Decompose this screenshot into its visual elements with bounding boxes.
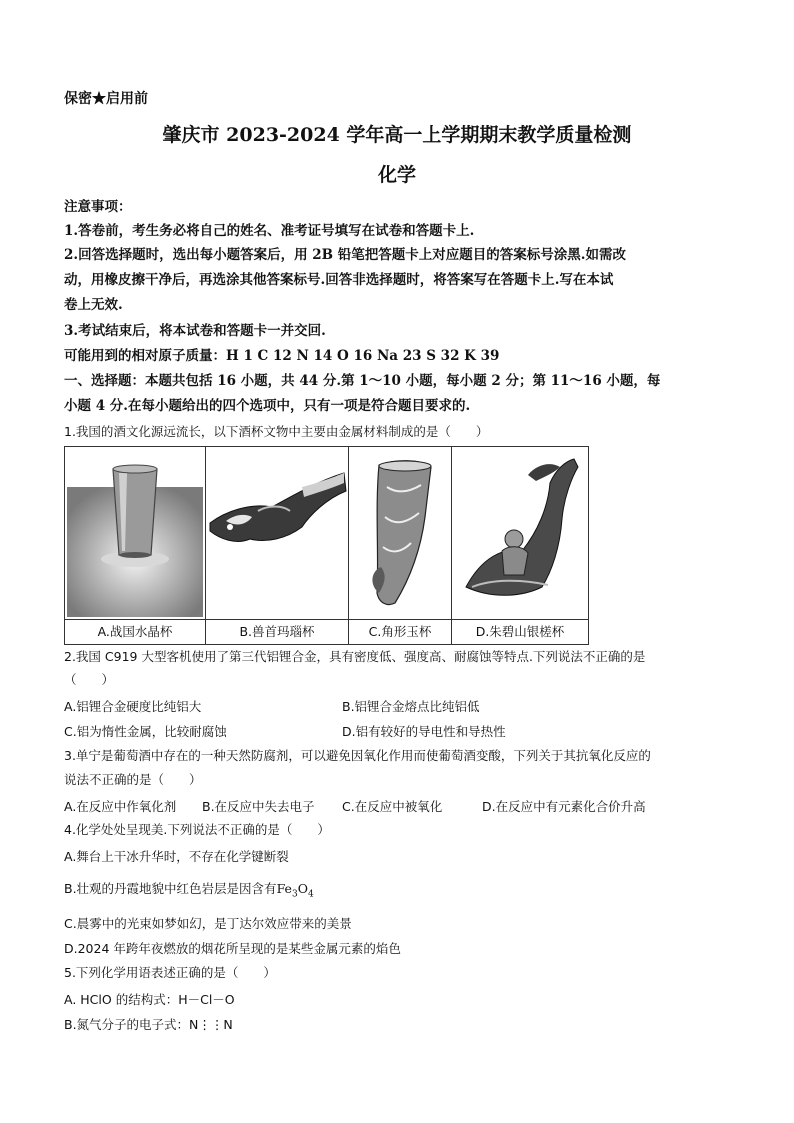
q2-option-a: A.铝锂合金硬度比纯铝大 — [64, 699, 202, 714]
question-2-stem-line-2: （ ） — [64, 672, 115, 687]
question-1-image-table — [64, 446, 589, 645]
q2-option-b: B.铝锂合金熔点比纯铝低 — [342, 699, 480, 714]
horn-jade-cup-image — [349, 447, 451, 619]
question-1-stem: 1.我国的酒文化源远流长，以下酒杯文物中主要由金属材料制成的是（ ） — [64, 424, 489, 439]
crystal-cup-image — [65, 447, 205, 619]
question-3-stem-line-1: 3.单宁是葡萄酒中存在的一种天然防腐剂，可以避免因氧化作用而使葡萄酒变酸，下列关于其抗氧化反应的 — [64, 748, 651, 763]
q4-option-d: D.2024 年跨年夜燃放的烟花所呈现的是某些金属元素的焰色 — [64, 941, 401, 956]
q5-option-a: A. HClO 的结构式：H－Cl－O — [64, 992, 235, 1007]
section-1-intro-line-1: 一、选择题：本题共包括 16 小题，共 44 分.第 1～10 小题，每小题 2 分；第 11～16 小题，每 — [64, 373, 661, 389]
silver-raft-cup-image — [452, 447, 588, 619]
option-b-caption: B.兽首玛瑙杯 — [206, 620, 349, 645]
image-cell-b — [206, 447, 349, 620]
question-5-stem: 5.下列化学用语表述正确的是（ ） — [64, 965, 276, 980]
question-2-stem-line-1: 2.我国 C919 大型客机使用了第三代铝锂合金，具有密度低、强度高、耐腐蚀等特点.下列说法不正确的是 — [64, 649, 646, 664]
image-cell-a — [65, 447, 206, 620]
q5-option-b: B.氮气分子的电子式：N⋮⋮N — [64, 1017, 233, 1032]
image-cell-c — [349, 447, 452, 620]
q4-option-b-text: B.壮观的丹霞地貌中红色岩层是因含有 — [64, 881, 277, 896]
atomic-masses: 可能用到的相对原子质量：H 1 C 12 N 14 O 16 Na 23 S 32 K 39 — [64, 348, 500, 364]
note-3: 3.考试结束后，将本试卷和答题卡一并交回. — [64, 323, 326, 339]
q4-option-b — [64, 879, 314, 900]
q2-option-c: C.铝为惰性金属，比较耐腐蚀 — [64, 724, 227, 739]
question-4-stem: 4.化学处处呈现美.下列说法不正确的是（ ） — [64, 822, 330, 837]
q3-option-b: B.在反应中失去电子 — [202, 799, 315, 814]
section-1-intro-line-2: 小题 4 分.在每小题给出的四个选项中，只有一项是符合题目要求的. — [64, 398, 471, 414]
subject-title: 化学 — [377, 164, 416, 186]
option-c-caption: C.角形玉杯 — [349, 620, 452, 645]
q3-option-d: D.在反应中有元素化合价升高 — [482, 799, 646, 814]
q2-option-d: D.铝有较好的导电性和导热性 — [342, 724, 506, 739]
note-2-line-2: 动，用橡皮擦干净后，再选涂其他答案标号.回答非选择题时，将答案写在答题卡上.写在本试 — [64, 272, 614, 288]
q4-option-b-formula: $Fe_3O_4$ — [276, 881, 314, 900]
note-1: 1.答卷前，考生务必将自己的姓名、准考证号填写在试卷和答题卡上. — [64, 223, 475, 239]
q3-option-a: A.在反应中作氧化剂 — [64, 799, 177, 814]
question-3-stem-line-2: 说法不正确的是（ ） — [64, 772, 202, 787]
q4-option-c: C.晨雾中的光束如梦如幻，是丁达尔效应带来的美景 — [64, 916, 352, 931]
q4-option-a: A.舞台上干冰升华时，不存在化学键断裂 — [64, 849, 289, 864]
q3-option-c: C.在反应中被氧化 — [342, 799, 443, 814]
agate-cup-image — [206, 447, 348, 619]
option-d-caption: D.朱碧山银槎杯 — [452, 620, 589, 645]
note-2-line-3: 卷上无效. — [64, 297, 123, 313]
notes-heading: 注意事项： — [64, 199, 132, 215]
note-2-line-1: 2.回答选择题时，选出每小题答案后，用 2B 铅笔把答题卡上对应题目的答案标号涂黑.如需改 — [64, 247, 626, 263]
confidential-label: 保密★启用前 — [64, 91, 148, 107]
image-cell-d — [452, 447, 589, 620]
exam-title: 肇庆市 2023-2024 学年高一上学期期末教学质量检测 — [162, 124, 632, 146]
option-a-caption: A.战国水晶杯 — [65, 620, 206, 645]
